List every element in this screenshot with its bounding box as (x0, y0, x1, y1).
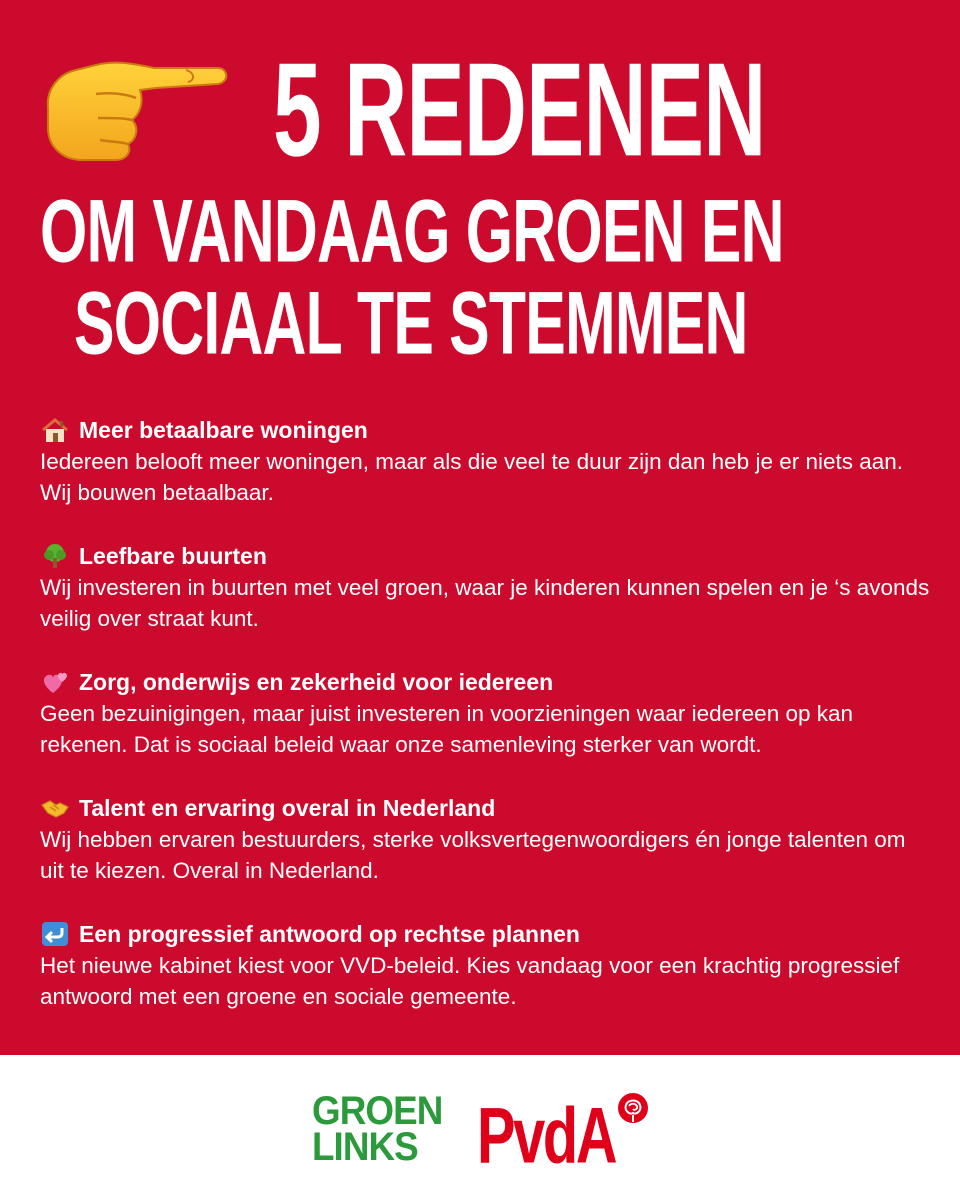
reason-text: Wij investeren in buurten met veel groen, waar je kinderen kunnen spelen en je ‘s avonds veilig over straat kunt. (40, 575, 930, 631)
logo-links-text: LINKS (312, 1125, 418, 1169)
headline-line-1: 5 REDENEN (273, 36, 766, 185)
reason-item (40, 414, 930, 508)
reason-title-text: Talent en ervaring overal in Nederland (79, 795, 496, 821)
reason-text: Iedereen belooft meer woningen, maar als die veel te duur zijn dan heb je er niets aan. Wij bouwen betaalbaar. (40, 449, 904, 505)
reason-title (40, 540, 930, 572)
reasons-list (40, 414, 930, 1044)
reason-title-text: Leefbare buurten (79, 543, 267, 569)
reason-title (40, 666, 930, 698)
reason-title-text: Meer betaalbare woningen (79, 417, 368, 443)
handshake-icon (40, 795, 70, 821)
reason-title-text: Een progressief antwoord op rechtse plannen (79, 921, 580, 947)
return-arrow-icon (40, 921, 70, 947)
headline-line-3: SOCIAAL TE STEMMEN (74, 274, 748, 374)
reason-title-text: Zorg, onderwijs en zekerheid voor iedereen (79, 669, 554, 695)
reason-text: Geen bezuinigingen, maar juist investeren in voorzieningen waar iedereen op kan rekenen. Dat is sociaal beleid waar onze samenleving sterker van wordt. (40, 701, 854, 757)
groenlinks-pvda-logo (312, 1091, 652, 1181)
reason-title (40, 792, 930, 824)
reason-text: Het nieuwe kabinet kiest voor VVD-beleid. Kies vandaag voor een krachtig progressief antwoord met een groene en sociale gemeente. (40, 953, 900, 1009)
tree-icon (40, 543, 70, 569)
headline (0, 0, 960, 400)
rose-icon (616, 1091, 650, 1125)
house-icon (40, 417, 70, 443)
two-hearts-icon (40, 669, 70, 695)
logo-pvda-text: PvdA (477, 1091, 616, 1180)
reason-text: Wij hebben ervaren bestuurders, sterke volksvertegenwoordigers én jonge talenten om uit te kiezen. Overal in Nederland. (40, 827, 906, 883)
logo-groen-text: GROEN (312, 1089, 443, 1133)
pointing-hand-icon (36, 50, 231, 165)
reason-title (40, 414, 930, 446)
reason-item (40, 540, 930, 634)
reason-item (40, 792, 930, 886)
reason-item (40, 666, 930, 760)
footer (0, 1055, 960, 1200)
headline-line-2: OM VANDAAG GROEN EN (40, 182, 784, 282)
reason-title (40, 918, 930, 950)
reason-item (40, 918, 930, 1012)
